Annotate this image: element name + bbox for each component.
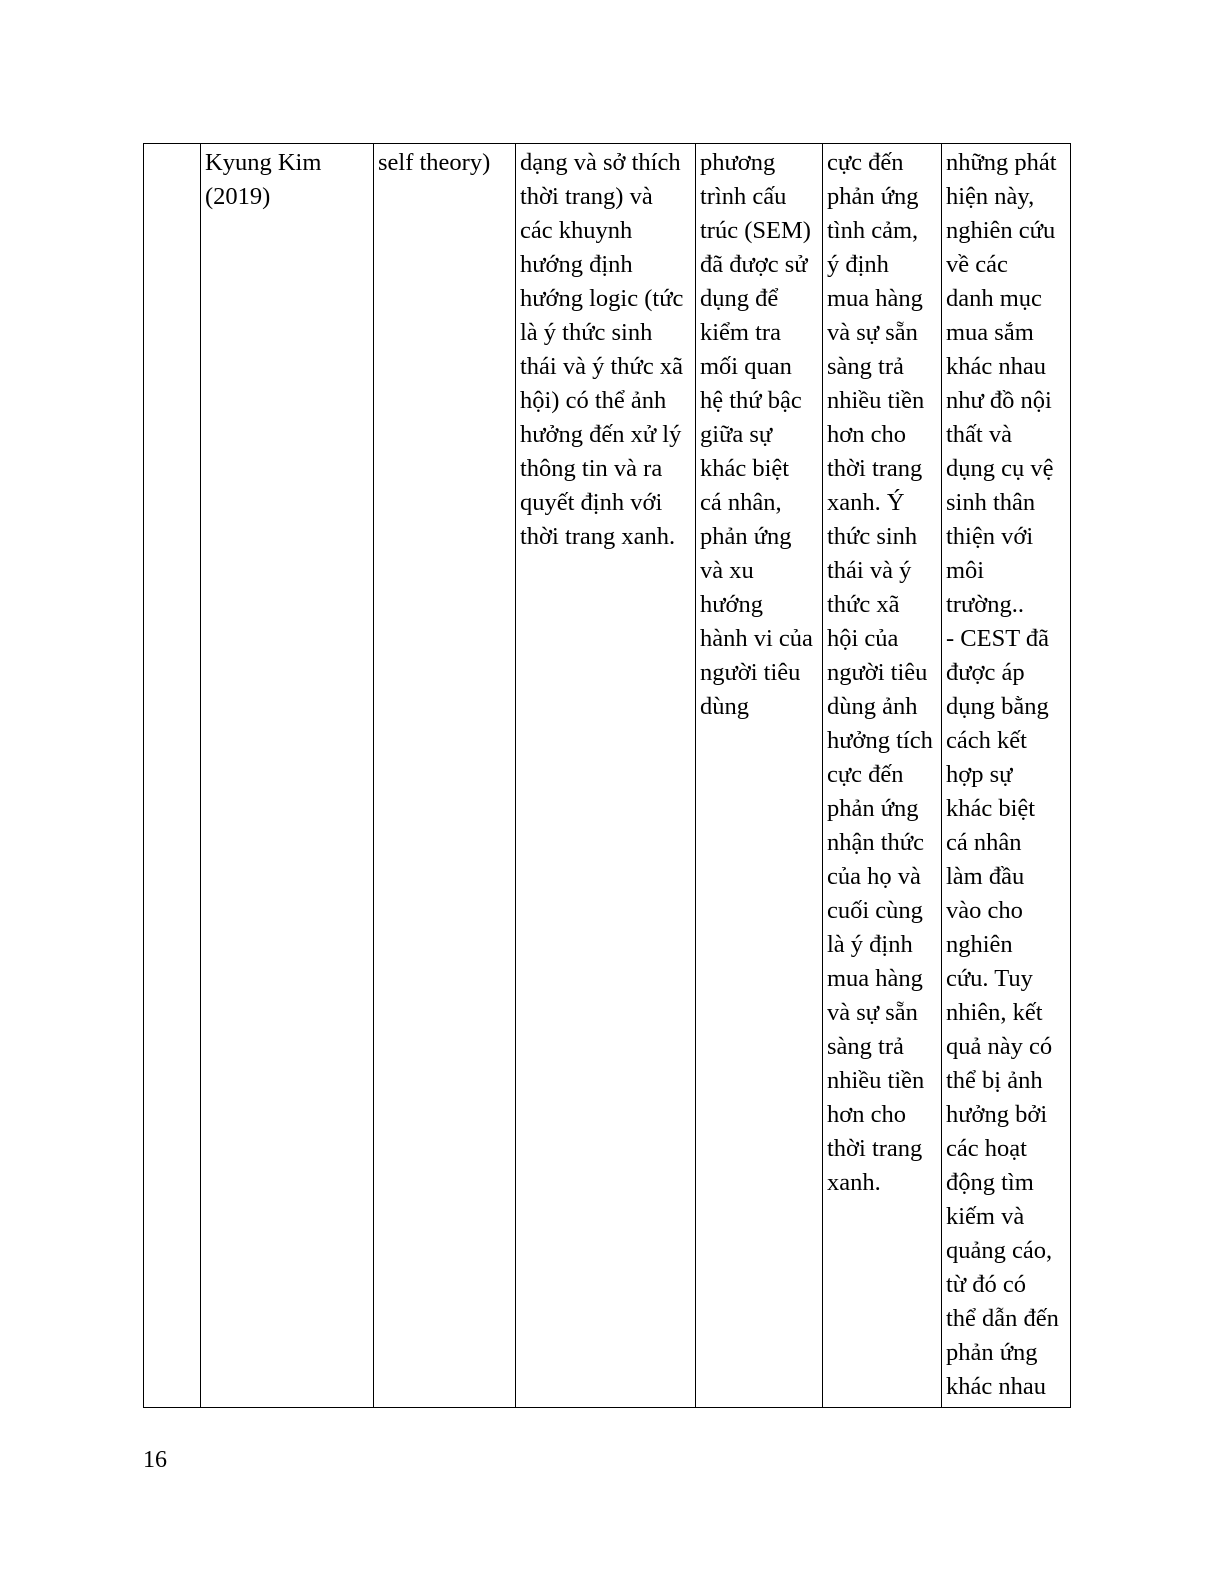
cell-theory-text: self theory) xyxy=(378,149,491,176)
literature-review-table xyxy=(143,143,1071,1408)
cell-findings-text: cực đến phản ứng tình cảm, ý định mua hàng và sự sẵn sàng trả nhiều tiền hơn cho thời trang xanh. Ý thức sinh thái và ý thức xã hội của người tiêu dùng ảnh hưởng tích cực đến phản ứng nhận thức của họ và cuối cùng là ý định mua hàng và sự sẵn sàng trả nhiều tiền hơn cho thời trang xanh. xyxy=(827,149,933,1196)
table-cell-discussion xyxy=(942,144,1071,1408)
cell-objective-text: dạng và sở thích thời trang) và các khuynh hướng định hướng logic (tức là ý thức sinh thái và ý thức xã hội) có thể ảnh hưởng đến xử lý thông tin và ra quyết định với thời trang xanh. xyxy=(520,149,684,550)
table-cell-author xyxy=(201,144,374,1408)
table-cell-method xyxy=(696,144,823,1408)
table-row xyxy=(144,144,1071,1408)
cell-discussion-text: những phát hiện này, nghiên cứu về các danh mục mua sắm khác nhau như đồ nội thất và dụng cụ vệ sinh thân thiện với môi trường.. - CEST đã được áp dụng bằng cách kết hợp sự khác biệt cá nhân làm đầu vào cho nghiên cứu. Tuy nhiên, kết quả này có thể bị ảnh hưởng bởi các hoạt động tìm kiếm và quảng cáo, từ đó có thể dẫn đến phản ứng khác nhau xyxy=(946,149,1059,1400)
cell-author-text: Kyung Kim (2019) xyxy=(205,149,322,210)
cell-method-text: phương trình cấu trúc (SEM) đã được sử dụng để kiểm tra mối quan hệ thứ bậc giữa sự khác biệt cá nhân, phản ứng và xu hướng hành vi của người tiêu dùng xyxy=(700,149,813,720)
page-number: 16 xyxy=(143,1447,167,1473)
table-cell-objective xyxy=(516,144,696,1408)
table-cell-theory xyxy=(374,144,516,1408)
table-cell-findings xyxy=(823,144,942,1408)
table-cell-index xyxy=(144,144,201,1408)
